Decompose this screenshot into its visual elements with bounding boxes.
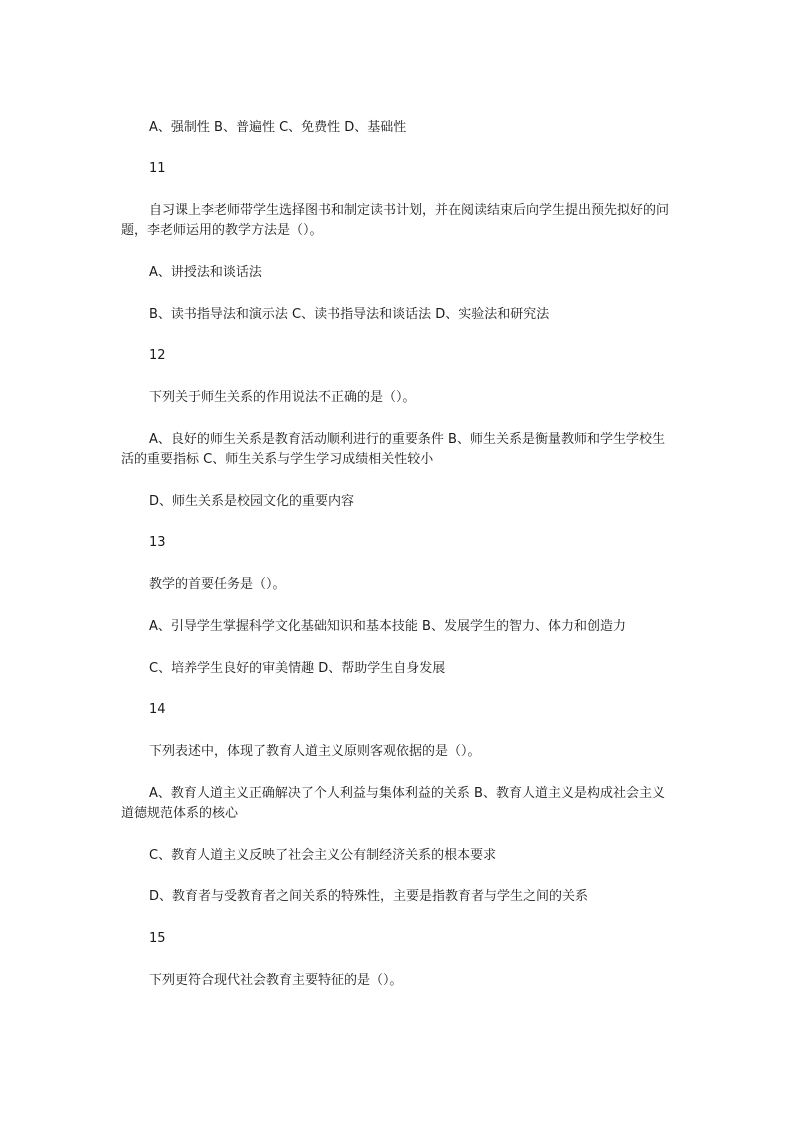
option-line: B、读书指导法和演示法 C、读书指导法和谈话法 D、实验法和研究法 bbox=[149, 307, 550, 322]
option-line: C、培养学生良好的审美情趣 D、帮助学生自身发展 bbox=[149, 661, 446, 676]
question-number: 12 bbox=[149, 348, 166, 363]
question-text: 自习课上李老师带学生选择图书和制定读书计划，并在阅读结束后向学生提出预先拟好的问题，李老师运用的教学方法是（）。 bbox=[121, 203, 670, 238]
option-line: A、引导学生掌握科学文化基础知识和基本技能 B、发展学生的智力、体力和创造力 bbox=[149, 619, 626, 634]
question-number: 11 bbox=[149, 161, 166, 176]
option-line: A、讲授法和谈话法 bbox=[149, 265, 262, 280]
option-line: D、师生关系是校园文化的重要内容 bbox=[149, 494, 355, 509]
option-line: D、教育者与受教育者之间关系的特殊性，主要是指教育者与学生之间的关系 bbox=[149, 889, 589, 904]
question-number: 13 bbox=[149, 535, 166, 550]
question-number: 15 bbox=[149, 931, 166, 946]
question-text: 下列关于师生关系的作用说法不正确的是（）。 bbox=[149, 390, 416, 405]
option-line: C、教育人道主义反映了社会主义公有制经济关系的根本要求 bbox=[149, 848, 497, 863]
option-line: A、良好的师生关系是教育活动顺利进行的重要条件 B、师生关系是衡量教师和学生学校生活的重要指标 C、师生关系与学生学习成绩相关性较小 bbox=[121, 432, 665, 467]
question-text: 下列表述中，体现了教育人道主义原则客观依据的是（）。 bbox=[149, 744, 481, 759]
option-line: A、强制性 B、普遍性 C、免费性 D、基础性 bbox=[149, 120, 407, 135]
question-number: 14 bbox=[149, 702, 166, 717]
question-text: 下列更符合现代社会教育主要特征的是（）。 bbox=[149, 973, 403, 988]
option-line: A、教育人道主义正确解决了个人利益与集体利益的关系 B、教育人道主义是构成社会主义道德规范体系的核心 bbox=[121, 786, 665, 821]
question-text: 教学的首要任务是（）。 bbox=[149, 577, 286, 592]
